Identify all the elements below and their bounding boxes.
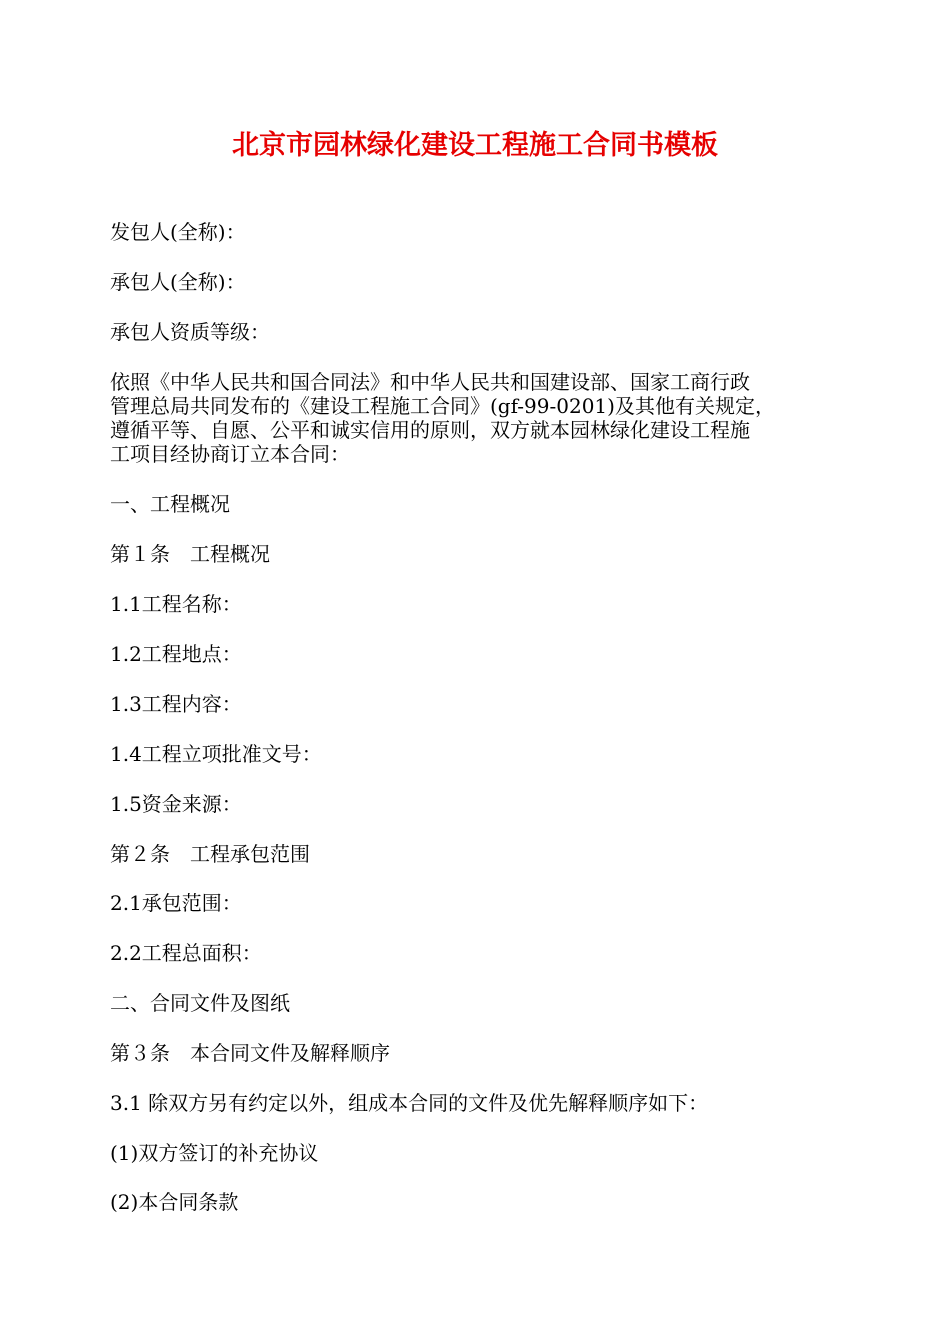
document-title: 北京市园林绿化建设工程施工合同书模板 (232, 130, 718, 161)
section-heading-overview: 一、工程概况 (110, 492, 230, 516)
contractor-name-line: 承包人(全称)： (110, 270, 246, 294)
clause-1-3: 1.3工程内容： (110, 692, 242, 716)
preamble-line: 工项目经协商订立本合同： (110, 442, 350, 466)
list-item-2: (2)本合同条款 (110, 1190, 239, 1214)
clause-1-5: 1.5资金来源： (110, 792, 242, 816)
article-2-heading: 第２条 工程承包范围 (110, 842, 310, 866)
article-3-heading: 第３条 本合同文件及解释顺序 (110, 1041, 390, 1065)
clause-1-1: 1.1工程名称： (110, 592, 242, 616)
list-item-1: (1)双方签订的补充协议 (110, 1141, 319, 1165)
employer-name-line: 发包人(全称)： (110, 220, 246, 244)
preamble-line: 遵循平等、自愿、公平和诚实信用的原则，双方就本园林绿化建设工程施 (110, 418, 750, 442)
clause-1-2: 1.2工程地点： (110, 642, 242, 666)
contractor-qualification-line: 承包人资质等级： (110, 320, 270, 344)
section-heading-documents: 二、合同文件及图纸 (110, 991, 290, 1015)
clause-3-1: 3.1 除双方另有约定以外，组成本合同的文件及优先解释顺序如下： (110, 1091, 709, 1115)
clause-2-1: 2.1承包范围： (110, 891, 242, 915)
preamble-paragraph (110, 370, 850, 466)
preamble-line: 依照《中华人民共和国合同法》和中华人民共和国建设部、国家工商行政 (110, 370, 750, 394)
clause-1-4: 1.4工程立项批准文号： (110, 742, 322, 766)
preamble-line: 管理总局共同发布的《建设工程施工合同》(gf-99-0201)及其他有关规定， (110, 394, 775, 418)
article-1-heading: 第１条 工程概况 (110, 542, 270, 566)
clause-2-2: 2.2工程总面积： (110, 941, 262, 965)
